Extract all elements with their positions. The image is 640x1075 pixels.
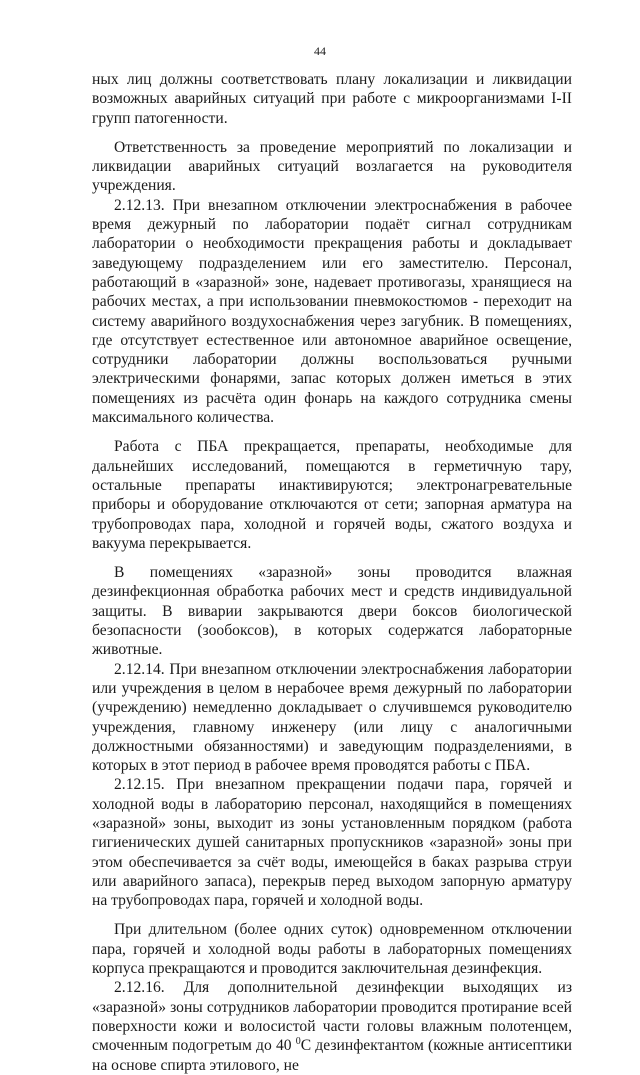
paragraph-disinfection-vivarium: В помещениях «заразной» зоны проводится влажная дезинфекционная обработка рабочих мест и средств индивидуальной защиты. В виварии закрываются двери боксов биологической безопасности (зообоксов), в которых содержатся лабораторные животные.: [92, 564, 572, 659]
page-number: 44: [314, 44, 326, 58]
paragraph-pba-work-stop: Работа с ПБА прекращается, препараты, необходимые для дальнейших исследований, помещаются в герметичную тару, остальные препараты инактивируются; электронагревательные приборы и оборудование отключаются от сети; запорная арматура на трубопроводах пара, холодной и горячей воды, сжатого воздуха и вакуума перекрывается.: [92, 438, 572, 552]
document-body: [92, 70, 572, 1075]
paragraph-responsibility: Ответственность за проведение мероприятий по локализации и ликвидации аварийных ситуаций возлагается на руководителя учреждения.: [92, 138, 572, 195]
paragraph-2-12-15: 2.12.15. При внезапном прекращении подачи пара, горячей и холодной воды в лабораторию персонал, находящийся в помещениях «заразной» зоны, выходит из зоны установленным порядком (работа гигиенических душей санитарных пропускников «заразной» зоны при этом обеспечивается за счёт воды, имеющейся в баках разрыва струи или аварийного запаса), перекрыв перед выходом запорную арматуру на трубопроводах пара, горячей и холодной воды.: [92, 776, 572, 910]
degree-superscript: 0: [295, 1036, 301, 1048]
paragraph-continuation: ных лиц должны соответствовать плану локализации и ликвидации возможных аварийных ситуаций при работе с микроорганизмами I-II групп патогенности.: [92, 71, 572, 127]
paragraph-2-12-16: [92, 978, 572, 1074]
paragraph-2-12-16-part-a: 2.12.16. Для дополнительной дезинфекции выходящих из «заразной» зоны сотрудников лаборатории проводится протирание всей поверхности кожи и волосистой части головы влажным полотенцем, смоченным подогретым до 40: [92, 979, 572, 1055]
paragraph-long-outage: При длительном (более одних суток) одновременном отключении пара, горячей и холодной воды работы в лабораторных помещениях корпуса прекращаются и проводится заключительная дезинфекция.: [92, 921, 572, 978]
paragraph-2-12-14: 2.12.14. При внезапном отключении электроснабжения лаборатории или учреждения в целом в нерабочее время дежурный по лаборатории (учреждению) немедленно докладывает о случившемся руководителю учреждения, главному инженеру (или лицу с аналогичными должностными обязанностями) и заведующим подразделениями, в которых в этот период в рабочее время проводятся работы с ПБА.: [92, 660, 572, 775]
paragraph-2-12-16-part-b: С дезинфектантом (кожные антисептики на основе спирта этилового, не: [92, 1037, 572, 1074]
paragraph-2-12-13: 2.12.13. При внезапном отключении электроснабжения в рабочее время дежурный по лаборатории подаёт сигнал сотрудникам лаборатории о необходимости прекращения работы и докладывает заведующему подразделением или его заместителю. Персонал, работающий в «заразной» зоне, надевает противогазы, хранящиеся на рабочих местах, а при использовании пневмокостюмов - переходит на систему аварийного воздухоснабжения через загубник. В помещениях, где отсутствует естественное или автономное аварийное освещение, сотрудники лаборатории должны воспользоваться ручными электрическими фонарями, запас которых должен иметься в этих помещениях из расчёта один фонарь на каждого сотрудника смены максимального количества.: [92, 196, 572, 427]
